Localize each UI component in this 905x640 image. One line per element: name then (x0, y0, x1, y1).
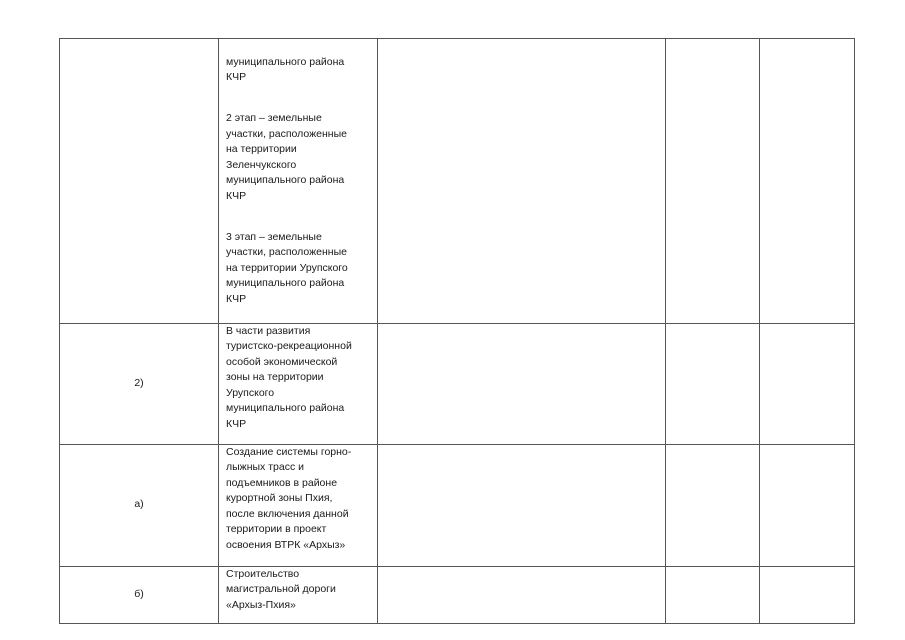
document-table (59, 38, 855, 624)
empty-cell (760, 444, 855, 566)
paragraph: 2 этап – земельные участки, расположенные на территории Зеленчукского муниципального района КЧР (226, 112, 347, 202)
description-cell (219, 39, 378, 324)
empty-cell (760, 39, 855, 324)
table-row (60, 444, 855, 566)
table-row (60, 323, 855, 444)
empty-cell (378, 566, 666, 623)
empty-cell (666, 566, 760, 623)
empty-cell (666, 323, 760, 444)
empty-cell (666, 444, 760, 566)
row-number-cell: 2) (60, 323, 219, 444)
table-row (60, 566, 855, 623)
empty-cell (760, 566, 855, 623)
empty-cell (378, 39, 666, 324)
paragraph: муниципального района КЧР (226, 55, 345, 83)
description-cell: Строительство магистральной дороги «Архыз-Пхия» (219, 566, 378, 623)
row-number-cell (60, 39, 219, 324)
paragraph: 3 этап – земельные участки, расположенные на территории Урупского муниципального района КЧР (226, 230, 348, 305)
row-number-cell: б) (60, 566, 219, 623)
empty-cell (760, 323, 855, 444)
empty-cell (378, 444, 666, 566)
description-cell: В части развития туристско-рекреационной особой экономической зоны на территории Урупского муниципального района КЧР (219, 323, 378, 444)
row-number-cell: а) (60, 444, 219, 566)
description-cell: Создание системы горно- лыжных трасс и подъемников в районе курортной зоны Пхия, после включения данной территории в проект освоения ВТРК «Архыз» (219, 444, 378, 566)
empty-cell (666, 39, 760, 324)
table-row (60, 39, 855, 324)
empty-cell (378, 323, 666, 444)
